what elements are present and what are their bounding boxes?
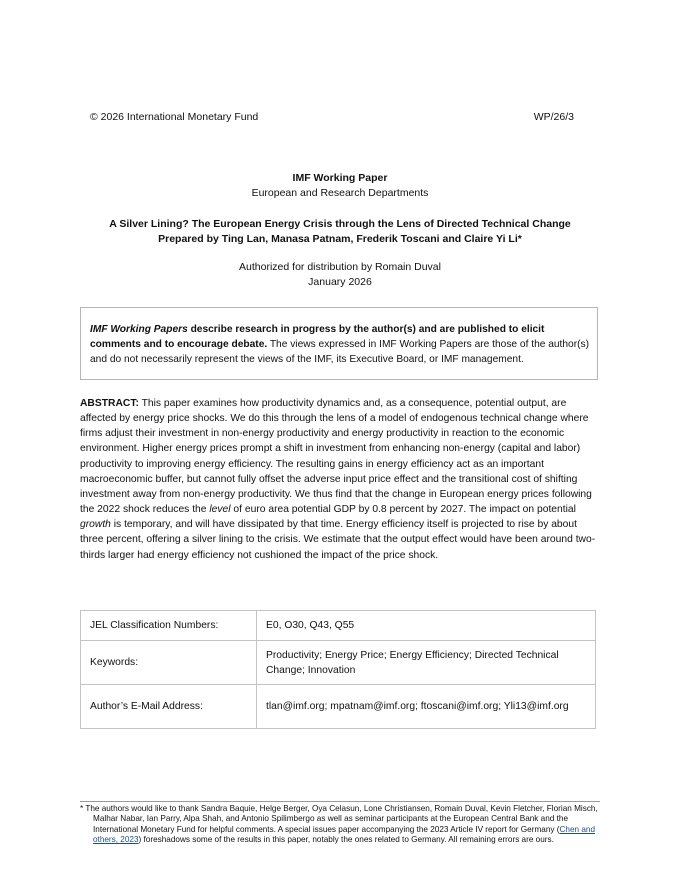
abstract-emphasis-level: level xyxy=(209,504,231,516)
table-row xyxy=(81,685,596,729)
email-label: Author’s E-Mail Address: xyxy=(81,685,257,729)
footnote-divider xyxy=(80,801,600,802)
disclaimer-series-name: IMF Working Papers xyxy=(90,324,188,335)
prepared-by: Prepared by Ting Lan, Manasa Patnam, Frederik Toscani and Claire Yi Li* xyxy=(158,233,522,245)
disclaimer-box xyxy=(80,307,598,380)
footnote-text-2: ) foreshadows some of the results in this paper, notably the ones related to Germany. All remaining errors are ours. xyxy=(138,834,554,844)
footnote-text-1: * The authors would like to thank Sandra Baquie, Helge Berger, Oya Celasun, Lone Christiansen, Romain Duval, Kevin Fletcher, Florian Misch, Malhar Nabar, Ian Parry, Alpa Shah, and Antonio Spilimbergo as well as seminar participants at the European Central Bank and the International Monetary Fund for helpful comments. A special issues paper accompanying the 2023 Article IV report for Germany ( xyxy=(80,804,598,834)
series-title: IMF Working Paper xyxy=(292,172,388,184)
disclaimer-text: The views expressed in IMF Working Papers are those of the author(s) and do not necessarily represent the views of the IMF, its Executive Board, or IMF management. xyxy=(90,339,589,366)
abstract xyxy=(80,396,600,563)
table-row xyxy=(81,641,596,685)
citation-link[interactable]: Chen and others, 2023 xyxy=(93,824,595,844)
paper-title: A Silver Lining? The European Energy Crisis through the Lens of Directed Technical Change xyxy=(109,218,571,230)
abstract-text-1: This paper examines how productivity dynamics and, as a consequence, potential output, are affected by energy price shocks. We do this through the lens of a model of endogenous technical change where firms adjust their investment in non-energy productivity and energy productivity in reaction to the economic environment. Higher energy prices prompt a shift in investment from enhancing non-energy (capital and labor) productivity to improving energy efficiency. The resulting gains in energy efficiency act as an important macroeconomic buffer, but cannot fully offset the adverse input price effect and the transitional cost of shifting investment away from non-energy productivity. We thus find that the change in European energy prices following the 2022 shock reduces the xyxy=(80,398,592,516)
jel-value: E0, O30, Q43, Q55 xyxy=(257,611,596,641)
publication-date: January 2026 xyxy=(308,276,372,288)
abstract-text-3: is temporary, and will have dissipated by that time. Energy efficiency itself is projected to rise by about three percent, offering a silver lining to the crisis. We estimate that the output effect would have been around two-thirds larger had energy efficiency not cushioned the impact of the price shock. xyxy=(80,519,596,561)
copyright-notice: © 2026 International Monetary Fund xyxy=(90,111,259,123)
abstract-label: ABSTRACT: xyxy=(80,398,139,409)
keywords-label: Keywords: xyxy=(81,641,257,685)
abstract-emphasis-growth: growth xyxy=(80,519,111,531)
classification-table xyxy=(80,610,596,729)
working-paper-number: WP/26/3 xyxy=(533,111,574,123)
email-value: tlan@imf.org; mpatnam@imf.org; ftoscani@imf.org; Yli13@imf.org xyxy=(257,685,596,729)
table-row xyxy=(81,611,596,641)
abstract-text-2: of euro area potential GDP by 0.8 percent by 2027. The impact on potential xyxy=(230,504,576,516)
departments: European and Research Departments xyxy=(251,187,429,199)
footnote xyxy=(80,804,600,845)
keywords-value: Productivity; Energy Price; Energy Efficiency; Directed Technical Change; Innovation xyxy=(257,641,596,685)
disclaimer-bold-text: describe research in progress by the author(s) and are published to elicit comments and to encourage debate. xyxy=(90,324,545,351)
authorized-by: Authorized for distribution by Romain Duval xyxy=(239,261,441,273)
jel-label: JEL Classification Numbers: xyxy=(81,611,257,641)
page-header xyxy=(90,111,574,123)
